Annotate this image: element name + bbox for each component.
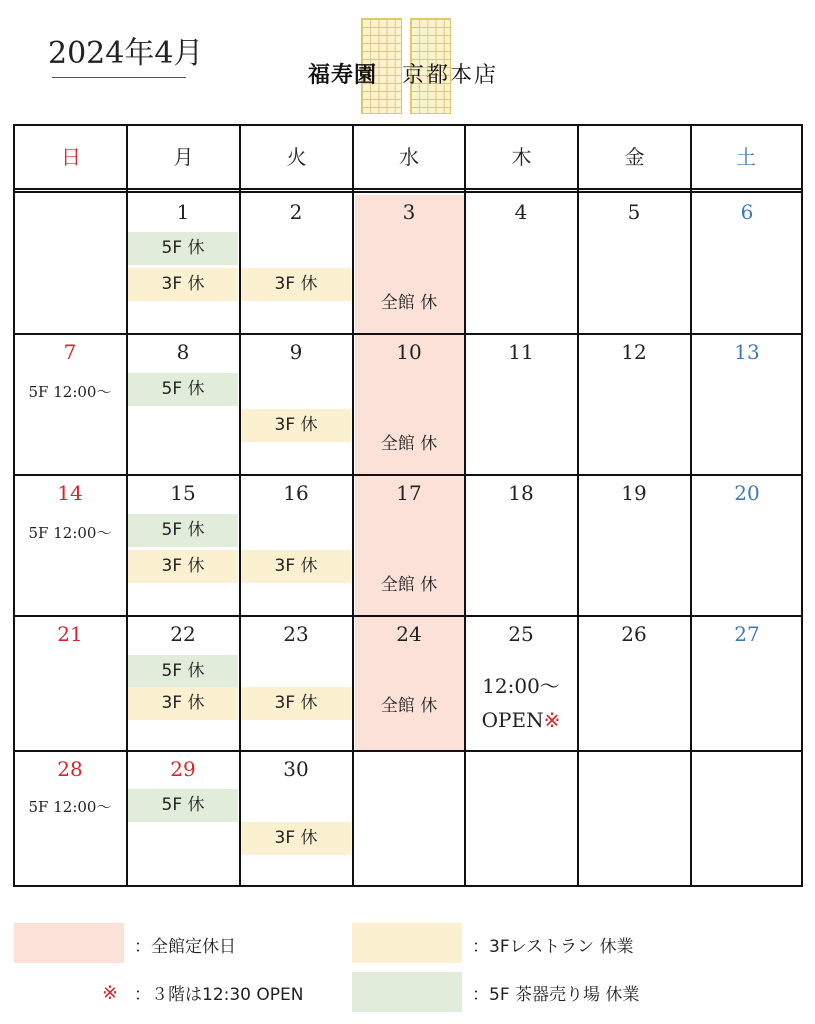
restaurant-closed-tag: 3F 休 xyxy=(241,409,351,442)
day-number: 28 xyxy=(57,757,83,781)
tea-shop-closed-tag: 5F 休 xyxy=(128,373,238,406)
day-number: 1 xyxy=(176,200,190,224)
grid-line xyxy=(15,333,801,335)
day-number: 24 xyxy=(396,622,422,646)
day-number: 22 xyxy=(170,622,196,646)
day-number: 26 xyxy=(621,622,647,646)
restaurant-closed-tag: 3F 休 xyxy=(241,550,351,583)
day-number: 29 xyxy=(170,757,196,781)
day-number: 13 xyxy=(734,340,760,364)
day-number: 3 xyxy=(402,200,416,224)
weekday-tue: 火 xyxy=(286,145,307,169)
day-number: 27 xyxy=(734,622,760,646)
sunday-hours-note: 5F 12:00～ xyxy=(28,524,112,542)
legend-swatch-tea-shop xyxy=(352,972,462,1012)
weekday-mon: 月 xyxy=(173,145,194,169)
day-number: 5 xyxy=(627,200,641,224)
weekday-wed: 水 xyxy=(399,145,419,169)
day-number: 8 xyxy=(176,340,190,364)
restaurant-closed-tag: 3F 休 xyxy=(128,687,238,720)
weekday-header xyxy=(15,126,801,193)
tea-shop-closed-tag: 5F 休 xyxy=(128,514,238,547)
tea-shop-closed-tag: 5F 休 xyxy=(128,789,238,822)
day-number: 20 xyxy=(734,481,760,505)
legend-note: ：３階は12:30 OPEN xyxy=(134,985,304,1005)
grid-line xyxy=(352,126,354,885)
restaurant-closed-tag: 3F 休 xyxy=(241,822,351,855)
note-mark: ※ xyxy=(543,708,561,732)
month-title: 2024年4月 xyxy=(48,36,204,71)
day-number: 7 xyxy=(63,340,77,364)
all-closed-label: 全館 休 xyxy=(380,434,438,454)
all-closed-label: 全館 休 xyxy=(380,575,438,595)
calendar xyxy=(13,124,803,887)
day-number: 12 xyxy=(621,340,647,364)
grid-line xyxy=(577,126,579,885)
legend-tea-shop: ：5F 茶器売り場 休業 xyxy=(472,985,640,1005)
legend-swatch-restaurant xyxy=(352,923,462,963)
day-number: 6 xyxy=(740,200,754,224)
reopen-label xyxy=(466,708,576,732)
restaurant-closed-tag: 3F 休 xyxy=(241,687,351,720)
legend-all-closed: ：全館定休日 xyxy=(134,937,236,957)
sunday-hours-note: 5F 12:00～ xyxy=(28,798,112,816)
grid-line xyxy=(464,126,466,885)
grid-line xyxy=(15,750,801,752)
reopen-time: 12:00～ xyxy=(482,674,560,698)
day-number: 10 xyxy=(396,340,422,364)
day-number: 2 xyxy=(289,200,303,224)
day-number: 21 xyxy=(57,622,83,646)
all-closed-label: 全館 休 xyxy=(380,293,438,313)
logo-store-name: 京都本店 xyxy=(402,63,499,88)
day-number: 25 xyxy=(508,622,534,646)
weekday-sun: 日 xyxy=(61,145,81,169)
day-number: 18 xyxy=(508,481,534,505)
sunday-hours-note: 5F 12:00～ xyxy=(28,383,112,401)
all-closed-label: 全館 休 xyxy=(380,696,438,716)
weekday-thu: 木 xyxy=(511,145,532,169)
grid-line xyxy=(690,126,692,885)
weekday-sat: 土 xyxy=(736,145,756,169)
store-logo xyxy=(300,18,530,118)
day-number: 9 xyxy=(289,340,303,364)
weekday-fri: 金 xyxy=(624,145,645,169)
day-number: 14 xyxy=(57,481,83,505)
day-number: 17 xyxy=(396,481,422,505)
legend-swatch-all-closed xyxy=(14,923,124,963)
day-number: 16 xyxy=(283,481,309,505)
tea-shop-closed-tag: 5F 休 xyxy=(128,655,238,688)
day-number: 23 xyxy=(283,622,309,646)
tea-shop-closed-tag: 5F 休 xyxy=(128,232,238,265)
restaurant-closed-tag: 3F 休 xyxy=(128,268,238,301)
day-number: 11 xyxy=(508,340,534,364)
logo-brand-name: 福寿園 xyxy=(308,62,378,88)
legend-note-mark: ※ xyxy=(102,982,118,1004)
grid-line xyxy=(15,474,801,476)
day-number: 30 xyxy=(283,757,309,781)
restaurant-closed-tag: 3F 休 xyxy=(241,268,351,301)
open-text: OPEN xyxy=(481,708,544,732)
day-number: 4 xyxy=(514,200,528,224)
day-number: 15 xyxy=(170,481,196,505)
month-title-underline xyxy=(52,77,186,78)
wednesday-closed-shade xyxy=(355,195,465,750)
restaurant-closed-tag: 3F 休 xyxy=(128,550,238,583)
day-number: 19 xyxy=(621,481,647,505)
grid-line xyxy=(15,615,801,617)
legend-restaurant: ：3Fレストラン 休業 xyxy=(472,937,634,957)
